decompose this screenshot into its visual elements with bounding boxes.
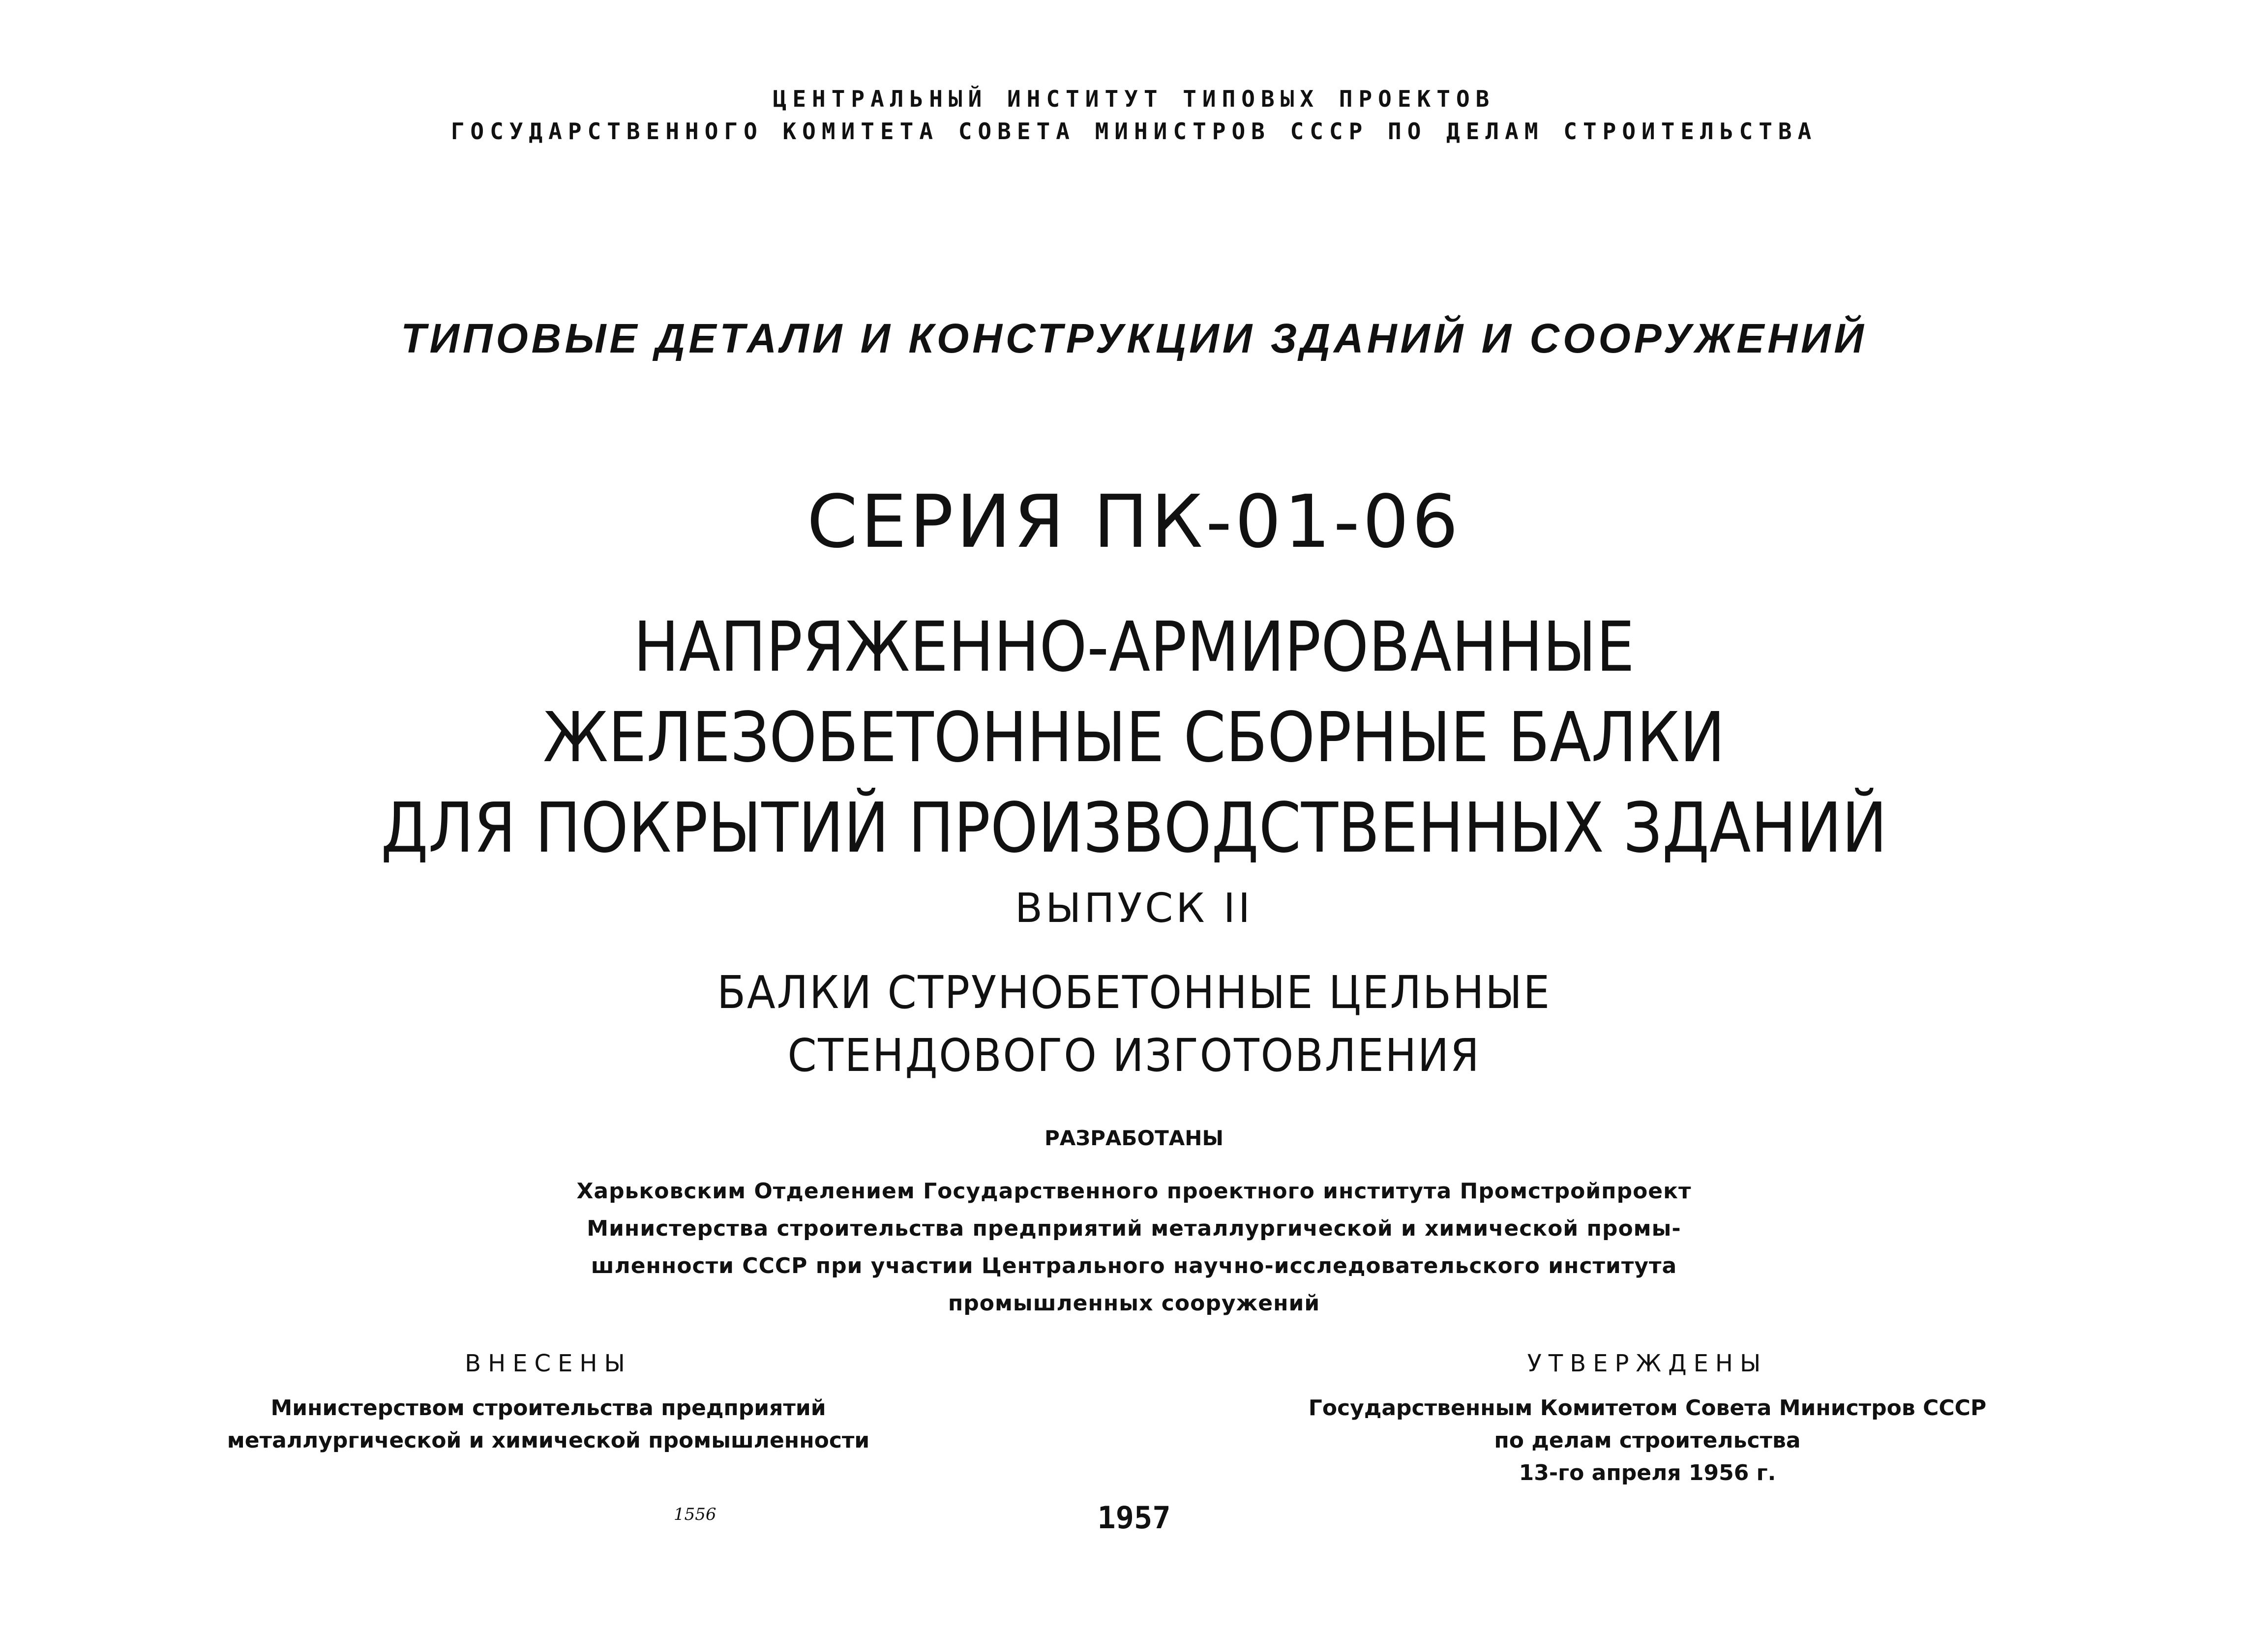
- submitted-block: [0, 1350, 1097, 1457]
- approved-line-3: 13-го апреля 1956 г.: [1519, 1460, 1776, 1485]
- developed-line-1: Харьковским Отделением Государственного проектного института Промстройпроект: [576, 1179, 1692, 1204]
- main-title: [136, 602, 2132, 874]
- developed-line-4: промышленных сооружений: [948, 1291, 1320, 1316]
- developed-line-2: Министерства строительства предприятий металлургической и химической промы-: [587, 1216, 1681, 1241]
- developed-body: [0, 1173, 2268, 1322]
- main-title-line-3: ДЛЯ ПОКРЫТИЙ ПРОИЗВОДСТВЕННЫХ ЗДАНИЙ: [381, 788, 1887, 868]
- approved-block: [1180, 1350, 2115, 1489]
- main-title-line-1: НАПРЯЖЕННО-АРМИРОВАННЫЕ: [633, 607, 1635, 687]
- submitted-line-1: Министерством строительства предприятий: [270, 1395, 826, 1421]
- developed-heading: РАЗРАБОТАНЫ: [1044, 1126, 1224, 1150]
- main-title-line-2: ЖЕЛЕЗОБЕТОННЫЕ СБОРНЫЕ БАЛКИ: [543, 698, 1725, 778]
- series-code: СЕРИЯ ПК-01-06: [806, 479, 1462, 564]
- stamp-number: 1556: [674, 1505, 716, 1524]
- approved-line-2: по делам строительства: [1494, 1428, 1801, 1453]
- submitted-line-2: металлургической и химической промышленности: [227, 1428, 870, 1453]
- subtitle: [90, 961, 2177, 1087]
- issue-number: ВЫПУСК II: [1015, 885, 1253, 932]
- institute-line-1: ЦЕНТРАЛЬНЫЙ ИНСТИТУТ ТИПОВЫХ ПРОЕКТОВ: [773, 86, 1495, 112]
- institute-header: [0, 83, 2268, 148]
- subtitle-line-1: БАЛКИ СТРУНОБЕТОННЫЕ ЦЕЛЬНЫЕ: [717, 966, 1551, 1019]
- subtitle-line-2: СТЕНДОВОГО ИЗГОТОВЛЕНИЯ: [787, 1029, 1481, 1082]
- series-title: ТИПОВЫЕ ДЕТАЛИ И КОНСТРУКЦИИ ЗДАНИЙ И СООРУЖЕНИЙ: [401, 315, 1867, 361]
- developed-line-3: шленности СССР при участии Центрального научно-исследовательского института: [591, 1253, 1677, 1278]
- approved-heading: УТВЕРЖДЕНЫ: [1527, 1350, 1768, 1377]
- approved-line-1: Государственным Комитетом Совета Министров СССР: [1308, 1395, 1987, 1421]
- institute-line-2: ГОСУДАРСТВЕННОГО КОМИТЕТА СОВЕТА МИНИСТРОВ СССР ПО ДЕЛАМ СТРОИТЕЛЬСТВА: [450, 118, 1818, 145]
- publication-year: 1957: [1097, 1500, 1171, 1536]
- submitted-heading: ВНЕСЕНЫ: [465, 1350, 632, 1377]
